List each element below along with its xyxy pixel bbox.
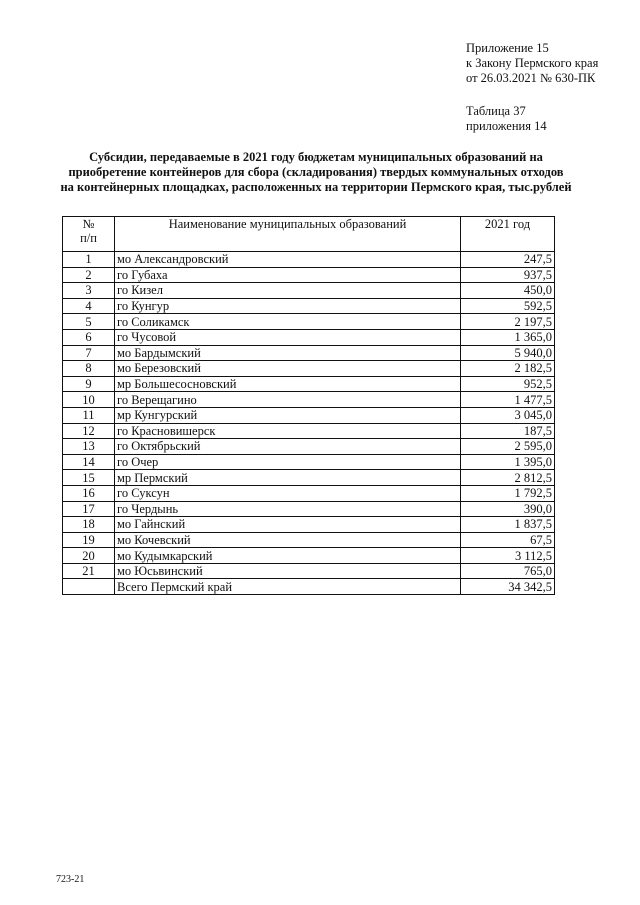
municipality-name: мр Большесосновский xyxy=(115,376,461,392)
table-row xyxy=(63,501,555,517)
total-subsidy-amount: 34 342,5 xyxy=(461,579,555,595)
table-row xyxy=(63,376,555,392)
row-number: 13 xyxy=(63,439,115,455)
table-total-row xyxy=(63,579,555,595)
table-row xyxy=(63,267,555,283)
table-row xyxy=(63,439,555,455)
table-header-row xyxy=(63,217,555,252)
document-code: 723-21 xyxy=(56,874,85,885)
table-row xyxy=(63,485,555,501)
row-number: 7 xyxy=(63,345,115,361)
title-line: на контейнерных площадках, расположенных на территории Пермского края, тыс.рублей xyxy=(60,180,572,194)
header-number-abbrev: п/п xyxy=(80,231,97,245)
header-number xyxy=(63,217,115,252)
table-row xyxy=(63,329,555,345)
table-body xyxy=(63,252,555,595)
subsidy-amount: 1 477,5 xyxy=(461,392,555,408)
table-row xyxy=(63,423,555,439)
header-number-symbol: № xyxy=(82,217,95,231)
appendix-reference: приложения 14 xyxy=(466,119,547,133)
row-number: 19 xyxy=(63,532,115,548)
municipality-name: мо Юсьвинский xyxy=(115,563,461,579)
municipality-name: мо Гайнский xyxy=(115,517,461,533)
table-row xyxy=(63,283,555,299)
table-row xyxy=(63,563,555,579)
row-number: 3 xyxy=(63,283,115,299)
subsidies-table xyxy=(62,216,555,595)
table-row xyxy=(63,345,555,361)
appendix-date-line: от 26.03.2021 № 630-ПК xyxy=(466,71,596,85)
municipality-name: го Соликамск xyxy=(115,314,461,330)
table-row xyxy=(63,392,555,408)
header-year: 2021 год xyxy=(461,217,555,252)
total-row-number xyxy=(63,579,115,595)
subsidy-amount: 3 045,0 xyxy=(461,407,555,423)
municipality-name: мо Александровский xyxy=(115,252,461,268)
table-reference xyxy=(466,104,547,134)
table-row xyxy=(63,548,555,564)
table-row xyxy=(63,470,555,486)
table-row xyxy=(63,454,555,470)
appendix-line: Приложение 15 xyxy=(466,41,549,55)
row-number: 21 xyxy=(63,563,115,579)
municipality-name: го Губаха xyxy=(115,267,461,283)
subsidy-amount: 450,0 xyxy=(461,283,555,299)
row-number: 14 xyxy=(63,454,115,470)
municipality-name: го Красновишерск xyxy=(115,423,461,439)
appendix-law-line: к Закону Пермского края xyxy=(466,56,599,70)
row-number: 15 xyxy=(63,470,115,486)
row-number: 16 xyxy=(63,485,115,501)
row-number: 5 xyxy=(63,314,115,330)
municipality-name: го Кунгур xyxy=(115,298,461,314)
row-number: 11 xyxy=(63,407,115,423)
table-row xyxy=(63,532,555,548)
municipality-name: го Кизел xyxy=(115,283,461,299)
title-line: приобретение контейнеров для сбора (складирования) твердых коммунальных отходов xyxy=(68,165,564,179)
total-municipality-name: Всего Пермский край xyxy=(115,579,461,595)
subsidy-amount: 1 837,5 xyxy=(461,517,555,533)
row-number: 10 xyxy=(63,392,115,408)
table-row xyxy=(63,298,555,314)
municipality-name: го Чердынь xyxy=(115,501,461,517)
subsidy-amount: 1 395,0 xyxy=(461,454,555,470)
document-title xyxy=(56,150,576,195)
row-number: 2 xyxy=(63,267,115,283)
row-number: 9 xyxy=(63,376,115,392)
municipality-name: мр Кунгурский xyxy=(115,407,461,423)
subsidy-amount: 67,5 xyxy=(461,532,555,548)
row-number: 1 xyxy=(63,252,115,268)
municipality-name: мо Березовский xyxy=(115,361,461,377)
row-number: 17 xyxy=(63,501,115,517)
row-number: 8 xyxy=(63,361,115,377)
row-number: 12 xyxy=(63,423,115,439)
municipality-name: го Октябрьский xyxy=(115,439,461,455)
subsidy-amount: 2 182,5 xyxy=(461,361,555,377)
municipality-name: мр Пермский xyxy=(115,470,461,486)
table-row xyxy=(63,517,555,533)
subsidy-amount: 5 940,0 xyxy=(461,345,555,361)
subsidy-amount: 2 197,5 xyxy=(461,314,555,330)
municipality-name: мо Бардымский xyxy=(115,345,461,361)
subsidy-amount: 952,5 xyxy=(461,376,555,392)
subsidy-amount: 765,0 xyxy=(461,563,555,579)
appendix-header xyxy=(466,41,598,86)
table-row xyxy=(63,407,555,423)
municipality-name: го Суксун xyxy=(115,485,461,501)
table-number: Таблица 37 xyxy=(466,104,526,118)
subsidy-amount: 247,5 xyxy=(461,252,555,268)
subsidy-amount: 2 595,0 xyxy=(461,439,555,455)
municipality-name: мо Кочевский xyxy=(115,532,461,548)
subsidy-amount: 3 112,5 xyxy=(461,548,555,564)
municipality-name: го Очер xyxy=(115,454,461,470)
subsidy-amount: 187,5 xyxy=(461,423,555,439)
table-row xyxy=(63,361,555,377)
row-number: 6 xyxy=(63,329,115,345)
table-row xyxy=(63,252,555,268)
subsidy-amount: 2 812,5 xyxy=(461,470,555,486)
title-line: Субсидии, передаваемые в 2021 году бюджетам муниципальных образований на xyxy=(89,150,543,164)
subsidy-amount: 937,5 xyxy=(461,267,555,283)
row-number: 18 xyxy=(63,517,115,533)
subsidy-amount: 390,0 xyxy=(461,501,555,517)
subsidy-amount: 1 365,0 xyxy=(461,329,555,345)
row-number: 20 xyxy=(63,548,115,564)
municipality-name: го Чусовой xyxy=(115,329,461,345)
header-name: Наименование муниципальных образований xyxy=(115,217,461,252)
municipality-name: го Верещагино xyxy=(115,392,461,408)
municipality-name: мо Кудымкарский xyxy=(115,548,461,564)
subsidy-amount: 592,5 xyxy=(461,298,555,314)
subsidy-amount: 1 792,5 xyxy=(461,485,555,501)
table-row xyxy=(63,314,555,330)
row-number: 4 xyxy=(63,298,115,314)
